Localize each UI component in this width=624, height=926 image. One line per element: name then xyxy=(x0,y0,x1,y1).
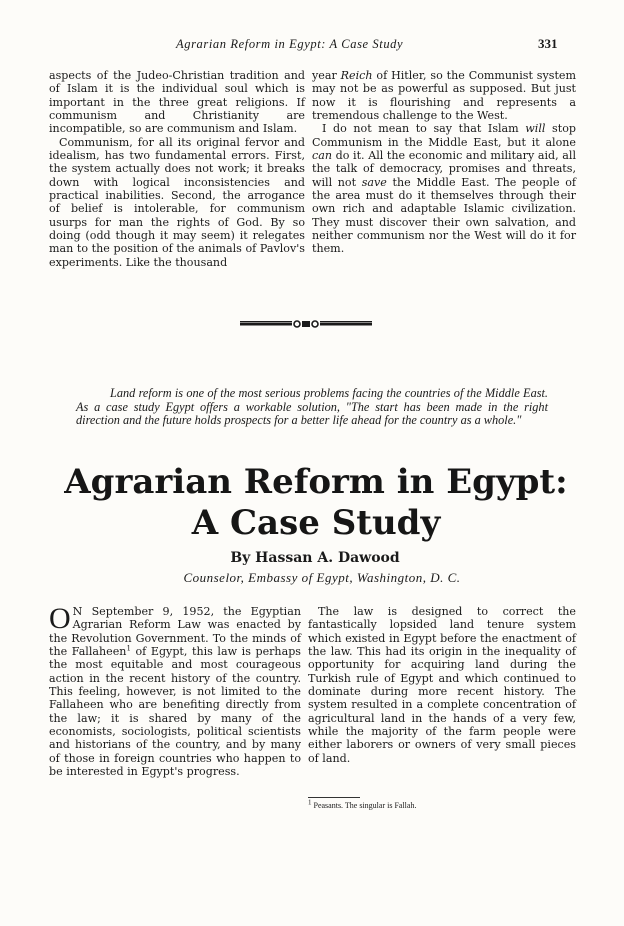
article-title-line-2: A Case Study xyxy=(191,503,441,543)
article-byline: By Hassan A. Dawood xyxy=(230,550,400,566)
prev-paragraph-1: aspects of the Judeo-Christian tradition and of Islam it is the individual soul which is important in the three great religions. If communism and Christianity are incompatible, so are communism and Islam. xyxy=(49,69,305,136)
article-paragraph-2: The law is designed to correct the fantastically lopsided land tenure system which existed in Egypt before the enactment of the law. This had its origin in the inequality of opportunity for acquiring land during the Turkish rule of Egypt and which continued to dominate during more recent history. The system resulted in a complete concentration of agricultural land in the hands of a very few, while the majority of the farm people were either laborers or owners of very small pieces of land. xyxy=(308,605,576,765)
section-divider-ornament-icon xyxy=(240,319,372,329)
prev-paragraph-4: I do not mean to say that Islam will stop Communism in the Middle East, but it alone can do it. All the economic and military aid, all the talk of democracy, promises and threats, will not save the Middle East. The people of the area must do it themselves through their own rich and adaptable Islamic civilization. They must discover their own salvation, and neither communism nor the West will do it for them. xyxy=(312,122,576,256)
article-column-right xyxy=(308,605,576,765)
article-title-line-1: Agrarian Reform in Egypt: xyxy=(64,462,568,502)
prev-article-column-right xyxy=(312,69,576,256)
footnote: 1 Peasants. The singular is Fallah. xyxy=(308,798,417,810)
page-number: 331 xyxy=(538,36,558,51)
article-abstract: Land reform is one of the most serious problems facing the countries of the Middle East. As a case study Egypt offers a workable solution, "The start has been made in the right direction and the future holds prospects for a better life ahead for the country as a whole." xyxy=(76,386,548,427)
article-paragraph-1: O N September 9, 1952, the Egyptian Agrarian Reform Law was enacted by the Revolution Government. To the minds of the Fallaheen$^1$ of Egypt, this law is perhaps the most equitable and most courageous action in the recent history of the country. This feeling, however, is not limited to the Fallaheen who are benefiting directly from the law; it is shared by many of the economists, sociologists, political scientists and historians of the country, and by many of those in foreign countries who happen to be interested in Egypt's progress. xyxy=(49,602,301,779)
prev-article-column-left xyxy=(49,69,305,269)
footnote-reference[interactable]: 1 xyxy=(126,644,131,653)
prev-paragraph-3: year Reich of Hitler, so the Communist system may not be as powerful as supposed. But just now it is flourishing and represents a tremendous challenge to the West. xyxy=(312,69,577,123)
article-column-left xyxy=(49,602,301,779)
author-affiliation: Counselor, Embassy of Egypt, Washington, D. C. xyxy=(183,570,461,585)
prev-paragraph-2: Communism, for all its original fervor and idealism, has two fundamental errors. First, the system actually does not work; it breaks down with logical inconsistencies and practical inabilities. Second, the arrogance of belief is intolerable, for communism usurps for man the rights of God. By so doing (odd though it may seem) it relegates man to the position of the animals of Pavlov's experiments. Like the thousand xyxy=(49,135,305,269)
drop-cap: O xyxy=(49,602,71,635)
running-head: Agrarian Reform in Egypt: A Case Study xyxy=(176,37,404,51)
footnote-rule xyxy=(308,797,360,798)
